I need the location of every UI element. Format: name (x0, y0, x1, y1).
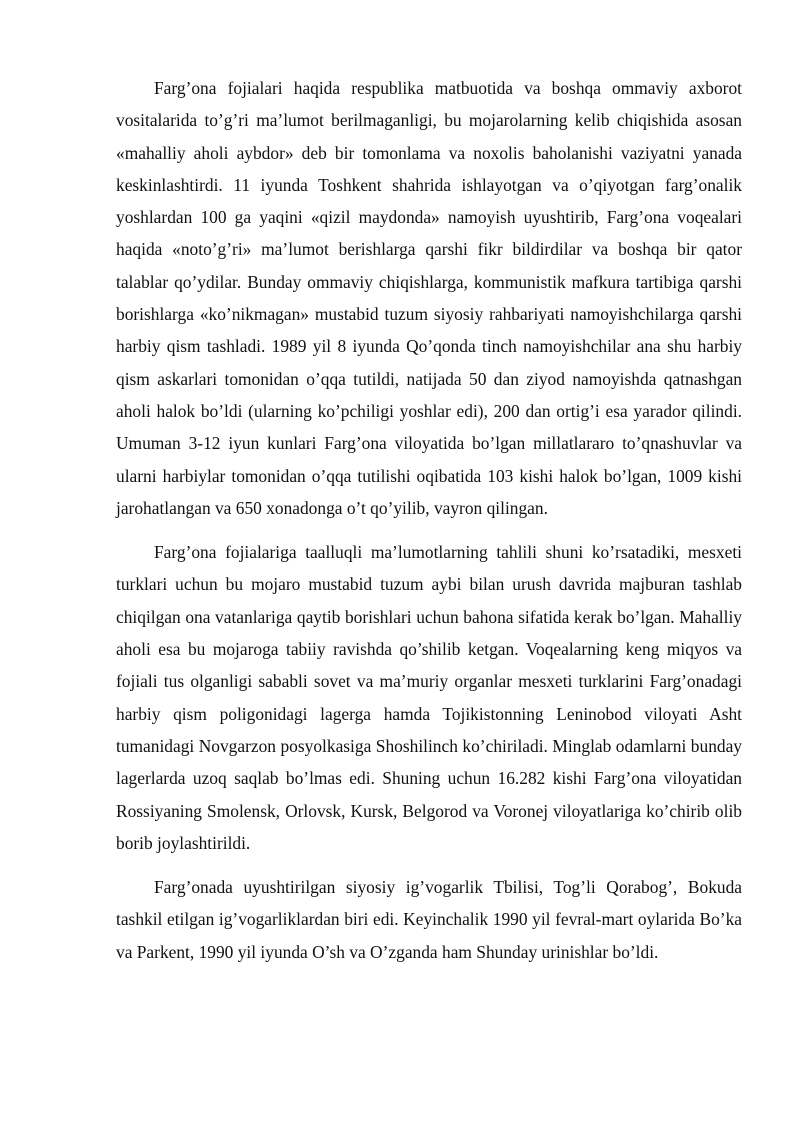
paragraph-political-provocation: Farg’onada uyushtirilgan siyosiy ig’vogarlik Tbilisi, Tog’li Qorabog’, Bokuda tashkil etilgan ig’vogarliklardan biri edi. Keyinchalik 1990 yil fevral-mart oylarida Bo’ka va Parkent, 1990 yil iyunda O’sh va O’zganda ham Shunday urinishlar bo’ldi. (116, 877, 742, 962)
document-page (116, 72, 742, 980)
paragraph-meskhetian-turks: Farg’ona fojialariga taalluqli ma’lumotlarning tahlili shuni ko’rsatadiki, mesxeti turklari uchun bu mojaro mustabid tuzum aybi bilan urush davrida majburan tashlab chiqilgan ona vatanlariga qaytib borishlari uchun bahona sifatida kerak bo’lgan. Mahalliy aholi esa bu mojaroga tabiiy ravishda qo’shilib ketgan. Voqealarning keng miqyos va fojiali tus olganligi sababli sovet va ma’muriy organlar mesxeti turklarini Farg’onadagi harbiy qism poligonidagi lagerga hamda Tojikistonning Leninobod viloyati Asht tumanidagi Novgarzon posyolkasiga Shoshilinch ko’chiriladi. Minglab odamlarni bunday lagerlarda uzoq saqlab bo’lmas edi. Shuning uchun 16.282 kishi Farg’ona viloyatidan Rossiyaning Smolensk, Orlovsk, Kursk, Belgorod va Voronej viloyatlariga ko’chirib olib borib joylashtirildi. (116, 542, 742, 853)
paragraph-fergana-tragedies: Farg’ona fojialari haqida respublika matbuotida va boshqa ommaviy axborot vositalarida to’g’ri ma’lumot berilmaganligi, bu mojarolarning kelib chiqishida asosan «mahalliy aholi aybdor» deb bir tomonlama va noxolis baholanishi vaziyatni yanada keskinlashtirdi. 11 iyunda Toshkent shahrida ishlayotgan va o’qiyotgan farg’onalik yoshlardan 100 ga yaqini «qizil maydonda» namoyish uyushtirib, Farg’ona voqealari haqida «noto’g’ri» ma’lumot berishlarga qarshi fikr bildirdilar va boshqa bir qator talablar qo’ydilar. Bunday ommaviy chiqishlarga, kommunistik mafkura tartibiga qarshi borishlarga «ko’nikmagan» mustabid tuzum siyosiy rahbariyati namoyishchilarga qarshi harbiy qism tashladi. 1989 yil 8 iyunda Qo’qonda tinch namoyishchilar ana shu harbiy qism askarlari tomonidan o’qqa tutildi, natijada 50 dan ziyod namoyishda qatnashgan aholi halok bo’ldi (ularning ko’pchiligi yoshlar edi), 200 dan ortig’i esa yarador qilindi. Umuman 3-12 iyun kunlari Farg’ona viloyatida bo’lgan millatlararo to’qnashuvlar va ularni harbiylar tomonidan o’qqa tutilishi oqibatida 103 kishi halok bo’lgan, 1009 kishi jarohatlangan va 650 xonadonga o’t qo’yilib, vayron qilingan. (116, 78, 742, 518)
